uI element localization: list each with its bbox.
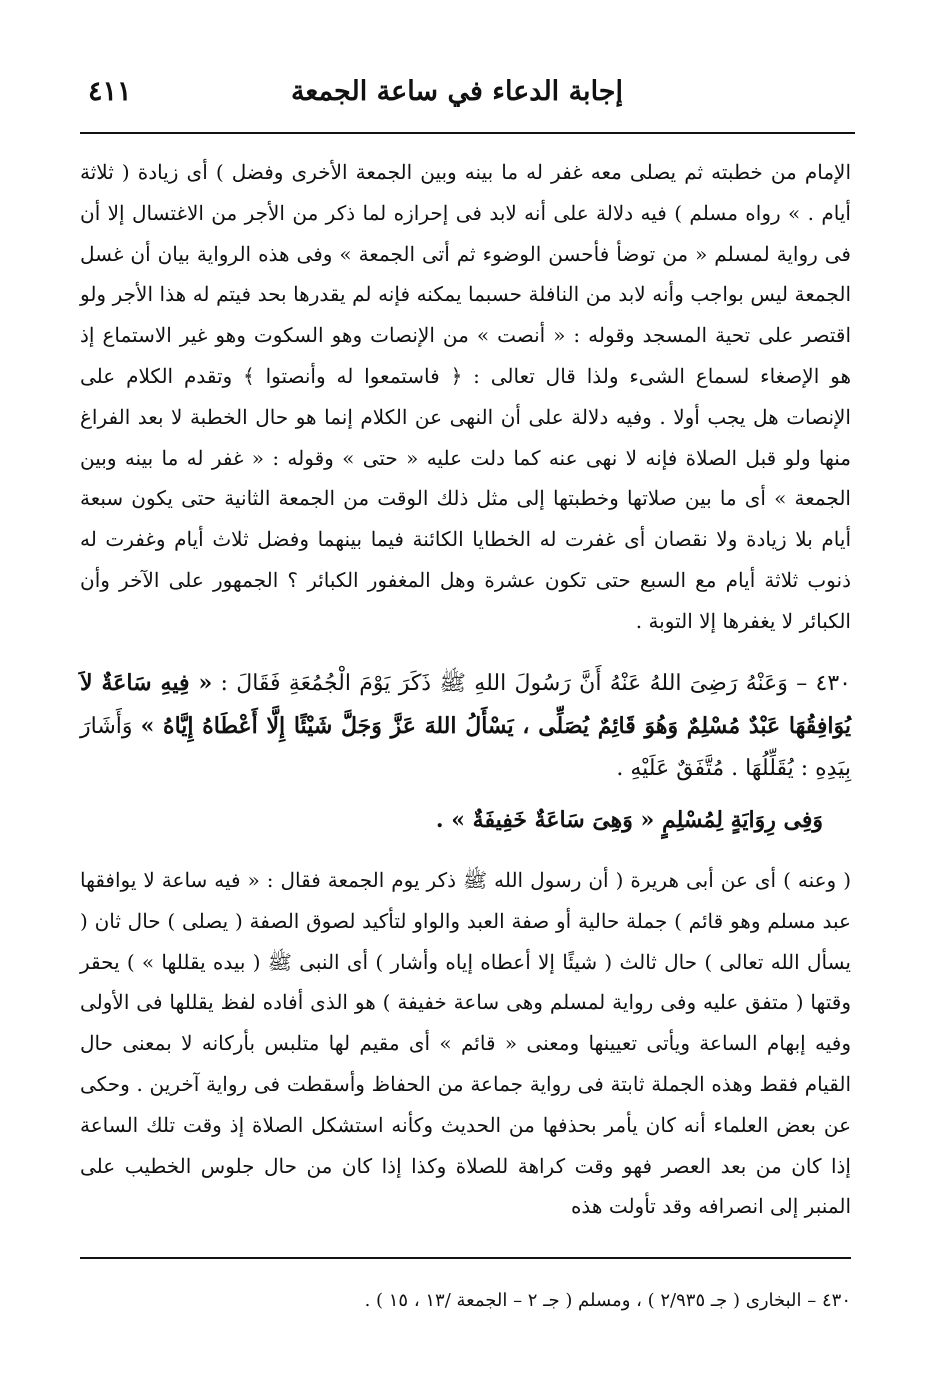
footnote: ٤٣٠ – البخارى ( جـ ٢/٩٣٥ ) ، ومسلم ( جـ ٢ – الجمعة /١٣ ، ١٥ ) . — [364, 1290, 851, 1311]
page-number: ٤١١ — [88, 76, 132, 107]
hadith-quote: « فِيهِ سَاعَةٌ لاَ يُوَافِقُهَا عَبْدٌ مُسْلِمٌ وَهُوَ قَائِمٌ يُصَلِّى ، يَسْأَلُ اللهَ عَزَّ وَجَلَّ شَيْئًا إِلَّا أَعْطَاهُ إِيَّاهُ » — [80, 670, 851, 739]
hadith-intro: ٤٣٠ – وَعَنْهُ رَضِىَ اللهُ عَنْهُ أَنَّ رَسُولَ اللهِ ﷺ ذَكَرَ يَوْمَ الْجُمُعَةِ فَقَالَ : — [212, 671, 851, 696]
commentary-paragraph-1 — [80, 152, 851, 642]
footnote-rule — [80, 1257, 851, 1259]
commentary-text-1: الإمام من خطبته ثم يصلى معه غفر له ما بينه وبين الجمعة الأخرى وفضل ) أى زيادة ( ثلاثة أيام . » رواه مسلم ) فيه دلالة على أنه لابد فى إحرازه لما ذكر من الأجر من الاغتسال إلا أن فى رواية لمسلم « من توضأ فأحسن الوضوء ثم أتى الجمعة » وفى هذه الرواية بيان أن غسل الجمعة ليس بواجب وأنه لابد من النافلة حسبما يمكنه فإنه لم يقدرها بحد فيتم له هذا الأجر ولو اقتصر على تحية المسجد وقوله : « أنصت » من الإنصات وهو السكوت وهو غير الاستماع إذ هو الإصغاء لسماع الشىء ولذا قال تعالى : ﴿ فاستمعوا له وأنصتوا ﴾ وتقدم الكلام على الإنصات هل يجب أولا . وفيه دلالة على أن النهى عن الكلام إنما هو حال الخطبة لا بعد الفراغ منها ولو قبل الصلاة فإنه لا نهى عنه كما دلت عليه « حتى » وقوله : « غفر له ما بينه وبين الجمعة » أى ما بين صلاتها وخطبتها إلى مثل ذلك الوقت من الجمعة الثانية حتى يكون سبعة أيام بلا زيادة ولا نقصان أى غفرت له الخطايا الكائنة فيما بينهما وفضل ثلاث أيام وغفرت له ذنوب ثلاثة أيام مع السبع حتى تكون عشرة وهل المغفور الكبائر ؟ الجمهور على الآخر وأن الكبائر لا يغفرها إلا التوبة . — [80, 160, 851, 633]
page-title: إجابة الدعاء في ساعة الجمعة — [290, 76, 623, 107]
hadith-block — [80, 662, 851, 790]
hadith-text — [80, 662, 851, 790]
header-rule — [80, 132, 855, 134]
commentary-paragraph-2 — [80, 860, 851, 1227]
hadith-riwaya — [80, 800, 823, 841]
commentary-text-2: ( وعنه ) أى عن أبى هريرة ( أن رسول الله ﷺ ذكر يوم الجمعة فقال : « فيه ساعة لا يوافقها عبد مسلم وهو قائم ) جملة حالية أو صفة العبد والواو لتأكيد لصوق الصفة ( يصلى ) حال ثان ( يسأل الله تعالى ) حال ثالث ( شيئًا إلا أعطاه إياه وأشار ) أى النبى ﷺ ( بيده يقللها » ) يحقر وقتها ( متفق عليه وفى رواية لمسلم وهى ساعة خفيفة ) هو الذى أفاده لفظ يقللها فى الأولى وفيه إبهام الساعة ويأتى تعيينها ومعنى « قائم » أى مقيم لها متلبس بأركانه لا بمعنى حال القيام فقط وهذه الجملة ثابتة فى رواية جماعة من الحفاظ وأسقطت فى رواية آخرين . وحكى عن بعض العلماء أنه كان يأمر بحذفها من الحديث وكأنه استشكل الصلاة إذ وقت تلك الساعة إذا كان من بعد العصر فهو وقت كراهة للصلاة وكذا إذا كان من حال جلوس الخطيب على المنبر إلى انصرافه وقد تأولت هذه — [80, 868, 851, 1219]
page-header — [80, 72, 853, 116]
hadith-riwaya-text: وَفِى رِوَايَةٍ لِمُسْلِمٍ « وَهِىَ سَاعَةٌ خَفِيفَةٌ » . — [435, 807, 823, 833]
hadith-outro: وَأَشَارَ بِيَدِهِ : يُقَلِّلُهَا . مُتَّفَقٌ عَلَيْهِ . — [80, 714, 851, 781]
